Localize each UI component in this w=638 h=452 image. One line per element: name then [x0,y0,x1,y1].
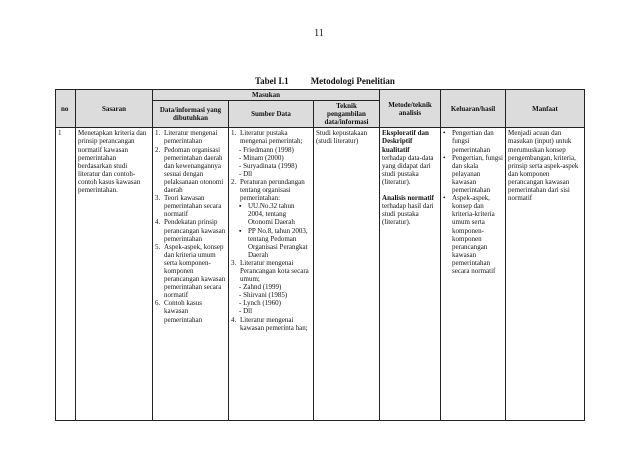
header-keluaran: Keluaran/hasil [441,90,506,128]
list-item: 1. Literatur pustaka mengenai pemerintah; [231,129,303,146]
header-no: no [56,90,76,128]
list-item: 6. Contoh kasus kawasan pemerintahan [155,299,203,324]
cell-teknik: Studi kepustakaan (studi literatur) [314,128,380,421]
bullet-icon: • [443,153,446,162]
methodology-table [55,89,585,421]
sub-item: - Shirvani (1985) [239,291,288,300]
cell-data-info [153,128,229,421]
cell-no: 1 [56,128,76,421]
bullet-icon: • [443,129,446,138]
page-number: 11 [314,28,324,39]
sub-item: ▪ UU.No.32 tahun 2004, tentang Otonomi Daerah [239,202,295,227]
sub-item: - Dll [239,169,253,178]
sub-item: - Dll [239,307,253,316]
header-data-info: Data/informasi yang dibutuhkan [153,101,229,128]
sub-item: - Zahnd (1999) [239,283,282,292]
list-item: 1. Literatur mengenai pemerintahan [155,129,218,146]
bullet-icon: • [443,194,446,203]
header-masukan: Masukan [153,90,380,101]
sub-item: - Minam (2000) [239,153,284,162]
header-manfaat: Manfaat [506,90,585,128]
list-item: 2. Pedoman organisasi pemerintahan daerah dan kewenangannya sesuai dengan pelaksanaan otonomi daerah [155,145,224,195]
metode-text: terhadap hasil dari studi pustaka (literatur). [382,202,434,227]
caption-title: Metodologi Penelitian [310,76,395,86]
header-sumber: Sumber Data [229,101,314,128]
table-row [56,128,585,421]
list-item: 2. Peraturan perundangan tentang organisasi pemerintahan: [231,177,305,203]
sub-item: ▪ PP No.8, tahun 2003, tentang Pedoman Organisasi Perangkat Daerah [239,226,308,259]
header-sasaran: Sasaran [76,90,153,128]
list-item: 4. Literatur mengenai kawasan pemerinta han; [231,315,308,332]
cell-manfaat: Menjadi acuan dan masukan (input) untuk merumuskan konsep pengembangan, kriteria, prinsip serta aspek-aspek dan komponen perancangan kawasan pemerintahan dari sisi normatif [506,128,585,421]
table-caption [255,76,395,86]
list-item: • Pengertian, fungsi dan skala pelayanan kawasan pemerintahan [443,153,503,195]
cell-keluaran [441,128,506,421]
cell-metode [380,128,441,421]
metode-text: terhadap data-data yang didapat dari studi pustaka (literatur). [382,153,434,186]
list-item: • Aspek-aspek, konsep dan kriteria-kriteria umum serta komponen-komponen perancangan kawasan pemerintahan secara normatif [443,194,496,275]
list-item: 3. Teori kawasan pemerintahan secara normatif [155,194,222,219]
square-bullet-icon: ▪ [239,202,242,211]
list-item: 3. Literatur mengenai Perancangan kota secara umum; [231,258,309,284]
cell-sasaran: Menetapkan kriteria dan prinsip perancangan normatif kawasan pemerintahan berdasarkan studi literatur dan contoh-contoh kasus kawasan pemerintahan. [76,128,153,421]
metode-heading: Analisis normatif [382,194,434,203]
cell-sumber [229,128,314,421]
square-bullet-icon: ▪ [239,226,242,235]
list-item: • Pengertian dan fungsi pemerintahan [443,129,494,154]
list-item: 4. Pendekatan prinsip perancangan kawasan pemerintahan [155,218,226,243]
header-teknik: Teknik pengambilan data/informasi [314,101,380,128]
metode-heading: Eksploratif dan Deskriptif kualitatif [382,129,429,154]
sub-item: - Friedmann (1998) [239,145,294,154]
caption-label: Tabel I.1 [255,76,289,86]
sub-item: - Lynch (1960) [239,299,281,308]
list-item: 5. Aspek-aspek, konsep dan kriteria umum serta komponen-komponen perancangan kawasan pemerintahan secara normatif [155,242,226,300]
sub-item: - Suryadinata (1998) [239,161,297,170]
header-metode: Metode/teknik analisis [380,90,441,128]
